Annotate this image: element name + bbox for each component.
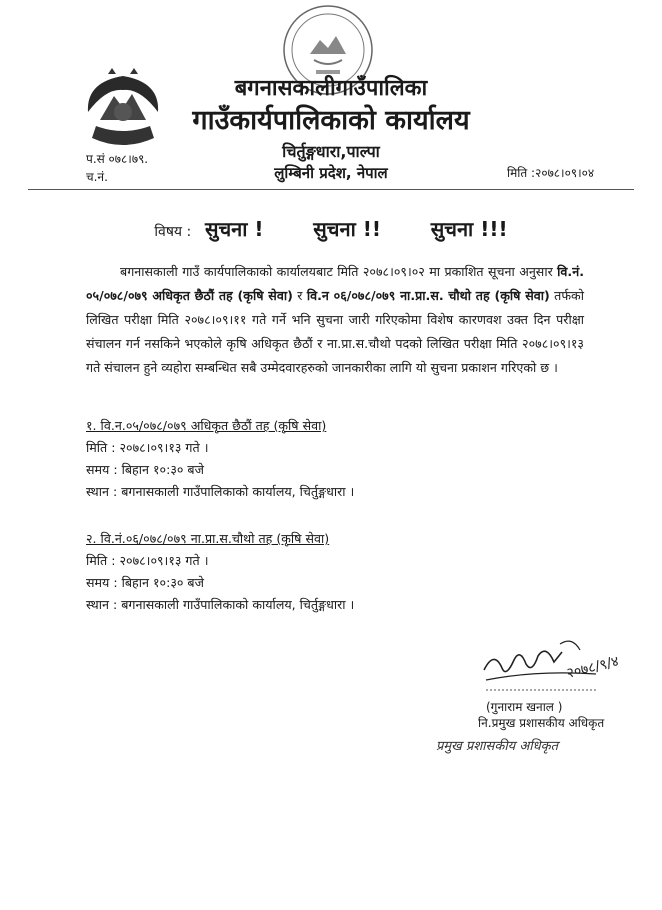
- signatory-name: (गुनाराम खनाल ): [486, 700, 563, 714]
- reference-number: प.सं ०७८।७९.: [86, 152, 149, 166]
- notice-heading-1: सुचना !: [204, 217, 264, 241]
- signature-icon: [476, 630, 646, 696]
- notice-heading-2: सुचना !!: [313, 217, 381, 241]
- dispatch-number: च.नं.: [86, 170, 108, 184]
- section-title: २. वि.नं.०६/०७८/०७९ ना.प्रा.स.चौथो तह (कृषि सेवा): [86, 531, 330, 546]
- province-country: लुम्बिनी प्रदेश, नेपाल: [274, 164, 388, 182]
- section-title: १. वि.न.०५/०७८/०७९ अधिकृत छैठौं तह (कृषि सेवा): [86, 418, 327, 433]
- municipality-name: बगनासकालीगाउँपालिका: [234, 76, 428, 101]
- subject-label: विषय :: [154, 224, 192, 240]
- section-place: स्थान : बगनासकाली गाउँपालिकाको कार्यालय, चिर्तुङ्गधारा ।: [86, 484, 355, 499]
- body-bold-1: वि.नं. ०५/०७८/०७९ अधिकृत छैठौं तह (कृषि सेवा): [86, 264, 584, 303]
- signatory-title: नि.प्रमुख प्रशासकीय अधिकृत: [478, 716, 605, 730]
- section-date: मिति : २०७८।०९।१३ गते ।: [86, 440, 209, 455]
- header-divider: [28, 189, 634, 190]
- body-text-1: बगनासकाली गाउँ कार्यपालिकाको कार्यालयबाट मिति २०७८।०९।०२ मा प्रकाशित सूचना अनुसार: [120, 264, 558, 279]
- notice-heading-3: सुचना !!!: [430, 217, 508, 241]
- official-stamp-text: प्रमुख प्रशासकीय अधिकृत: [436, 739, 559, 754]
- office-name: गाउँकार्यपालिकाको कार्यालय: [192, 105, 470, 136]
- letter-date: मिति :२०७८।०९।०४: [507, 166, 595, 180]
- section-time: समय : बिहान १०:३० बजे: [86, 462, 204, 477]
- body-text-2: र: [292, 288, 307, 303]
- body-text-3: तर्फको लिखित परीक्षा मिति २०७८।०९।११ गते गर्ने भनि सुचना जारी गरिएकोमा विशेष कारणवश उक्त दिन परीक्षा संचालन गर्न नसकिने भएकोले कृषि अधिकृत छैठौं र ना.प्रा.स.चौथो पदको लिखित परीक्षा मिति २०७८।०९।१३ गते संचालन हुने व्यहोरा सम्बन्धित सबै उम्मेदवारहरुको जानकारीका लागि यो सुचना प्रकाशन गरिएको छ ।: [86, 288, 584, 375]
- exam-section-2: [86, 528, 354, 616]
- exam-section-1: [86, 415, 354, 503]
- notice-body: [86, 260, 584, 380]
- signature-date: २०७८/९/४: [565, 653, 621, 682]
- section-place: स्थान : बगनासकाली गाउँपालिकाको कार्यालय, चिर्तुङ्गधारा ।: [86, 597, 355, 612]
- body-bold-2: वि.न ०६/०७८/०७९ ना.प्रा.स. चौथो तह (कृषि सेवा): [306, 288, 550, 303]
- section-date: मिति : २०७८।०९।१३ गते ।: [86, 553, 209, 568]
- office-address: चिर्तुङ्गधारा,पाल्पा: [282, 142, 380, 161]
- section-time: समय : बिहान १०:३० बजे: [86, 575, 204, 590]
- subject-line: [0, 215, 662, 242]
